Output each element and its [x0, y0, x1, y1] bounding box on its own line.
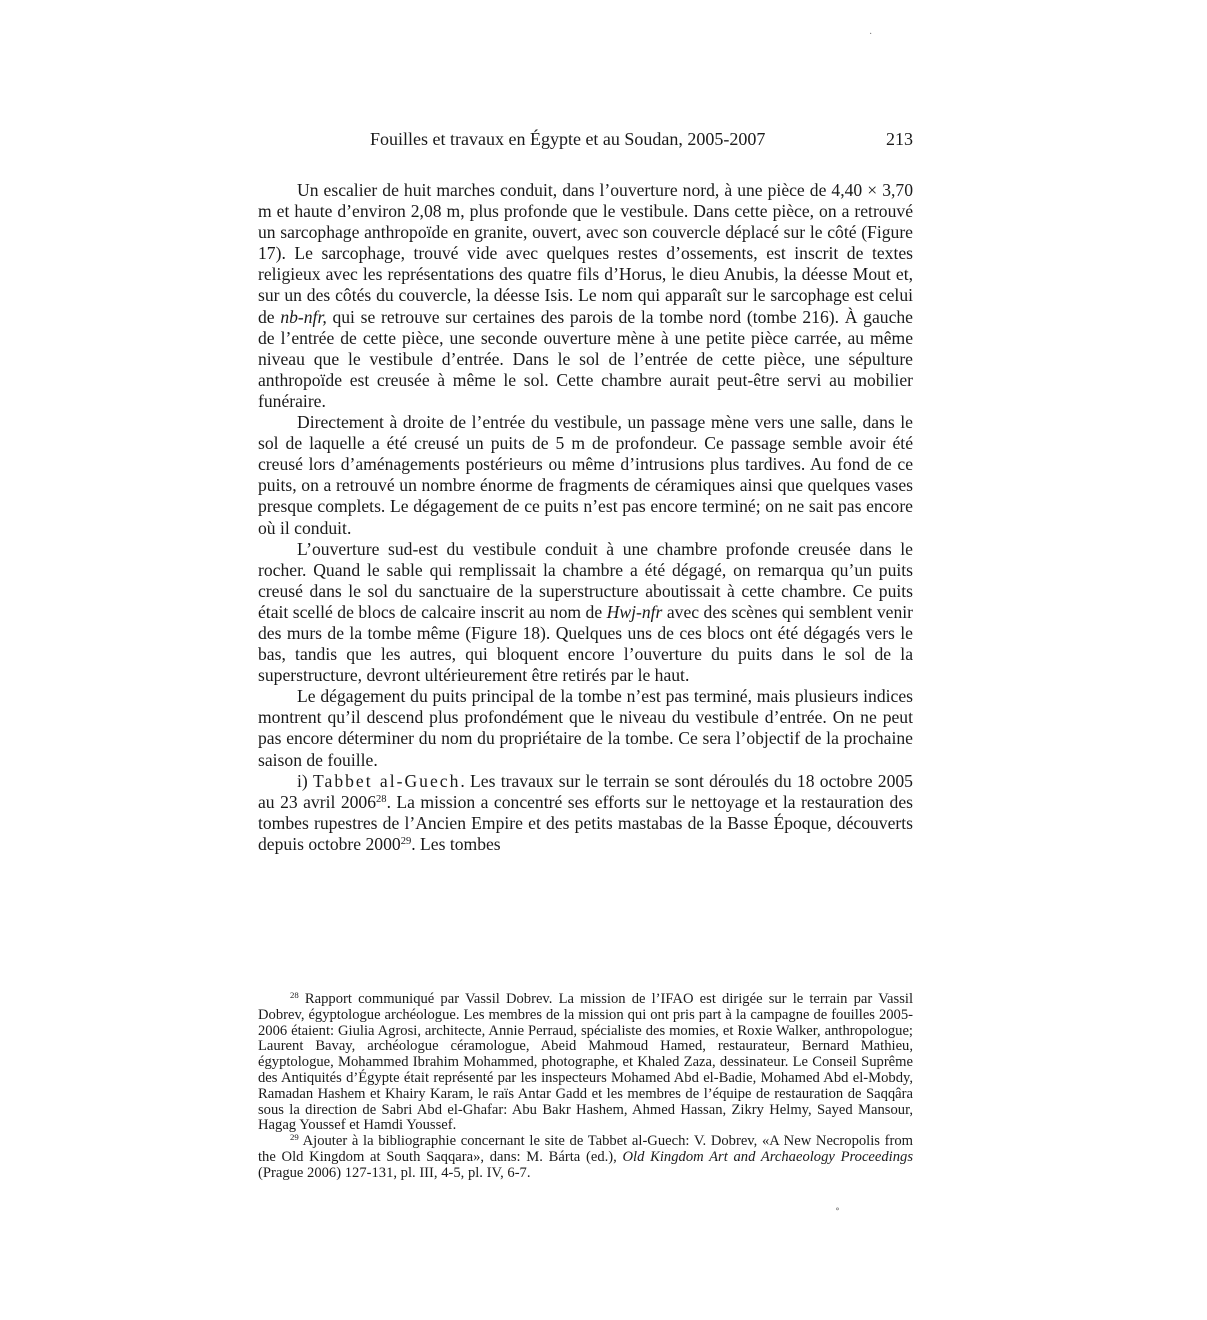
name-hwj-nfr: Hwj-nfr	[606, 601, 663, 622]
running-header	[258, 127, 913, 151]
footnote-29-number: 29	[290, 1132, 299, 1143]
paragraph-4: Le dégagement du puits principal de la tombe n’est pas terminé, mais plusieurs indices montrent qu’il descend plus profondément que le niveau du vestibule d’entrée. On ne peut pas encore déterminer du nom du propriétaire de la tombe. Ce sera l’objectif de la prochaine saison de fouille.	[258, 686, 913, 770]
name-nb-nfr: nb-nfr,	[280, 306, 327, 327]
footnotes	[258, 992, 913, 1182]
scan-speck-mark: ·	[869, 29, 873, 40]
paragraph-5-text-a: . Les travaux sur le terrain se sont déroulés du 18 octobre 2005 au 23 avril 2006	[258, 770, 913, 812]
footnote-ref-29: 29	[400, 836, 412, 848]
paragraph-5	[258, 771, 913, 855]
footnote-29-text-a: Ajouter à la bibliographie concernant le site de Tabbet al-Guech: V. Dobrev, «A New Necropolis from the Old Kingdom at South Saqqara», dans: M. Bárta (ed.),	[258, 1133, 913, 1165]
paragraph-3	[258, 539, 913, 687]
scan-speck-mark: ∘	[835, 1204, 840, 1215]
site-name: Tabbet al-Guech	[313, 770, 461, 791]
main-text	[258, 180, 913, 855]
paragraph-5-text-b: . La mission a concentré ses efforts sur le nettoyage et la restauration des tombes rupestres de l’Ancien Empire et des petits mastabas de la Basse Époque, découverts depuis octobre 2000	[258, 791, 913, 854]
page-number: 213	[886, 129, 913, 149]
paragraph-3-text-b: avec des scènes qui semblent venir des murs de la tombe même (Figure 18). Quelques uns de ces blocs ont été dégagés vers le bas, tandis que les autres, qui bloquent encore l’ouverture du puits dans le sol de la superstructure, devront ultérieurement être retirés par le haut.	[258, 601, 914, 686]
footnote-28-number: 28	[290, 990, 299, 1001]
footnote-28	[258, 992, 913, 1134]
paragraph-3-text-a: L’ouverture sud-est du vestibule conduit à une chambre profonde creusée dans le rocher. Quand le sable qui remplissait la chambre a été dégagé, on remarqua qu’un puits creusé dans le sol du sanctuaire de la superstructure aboutissait à cette chambre. Ce puits était scellé de blocs de calcaire inscrit au nom de	[258, 538, 913, 622]
footnote-28-text: Rapport communiqué par Vassil Dobrev. La mission de l’IFAO est dirigée sur le terrain par Vassil Dobrev, égyptologue archéologue. Les membres de la mission qui ont pris part à la campagne de fouilles 2005-2006 étaient: Giulia Agrosi, architecte, Annie Perraud, spécialiste des momies, et Roxie Walker, anthropologue; Laurent Bavay, archéologue céramologue, Abeid Mahmoud Hamed, restaurateur, Bernard Mathieu, égyptologue, Mohammed Ibrahim Mohammed, photographe, et Khaled Zaza, dessinateur. Le Conseil Suprême des Antiquités d’Égypte était représenté par les inspecteurs Mohamed Abd el-Badie, Mohamed Abd el-Mobdy, Ramadan Hashem et Khairy Karam, le raïs Antar Gadd et les membres de l’équipe de restauration de Saqqâra sous la direction de Sabri Abd el-Ghafar: Abu Bakr Hashem, Ahmed Hassan, Zikry Helmy, Sayed Mansour, Hagag Youssef et Hamdi Youssef.	[258, 991, 913, 1134]
paragraph-2: Directement à droite de l’entrée du vestibule, un passage mène vers une salle, dans le sol de laquelle a été creusé un puits de 5 m de profondeur. Ce passage semble avoir été creusé lors d’aménagements postérieurs ou même d’intrusions plus tardives. Au fond de ce puits, on a retrouvé un nombre énorme de fragments de céramiques ainsi que quelques vases presque complets. Le dégagement de ce puits n’est pas encore terminé; on ne sait pas encore où il conduit.	[258, 412, 913, 538]
paragraph-1-text-b: qui se retrouve sur certaines des parois de la tombe nord (tombe 216). À gauche de l’entrée de cette pièce, une seconde ouverture mène à une petite pièce carrée, au même niveau que le vestibule d’entrée. Dans le sol de l’entrée de cette pièce, une sépulture anthropoïde est creusée à même le sol. Cette chambre aurait peut-être servi au mobilier funéraire.	[258, 306, 913, 411]
footnote-29-text-b: (Prague 2006) 127-131, pl. III, 4-5, pl. IV, 6-7.	[258, 1164, 531, 1181]
section-label: i)	[297, 770, 314, 791]
paragraph-5-text-c: . Les tombes	[411, 833, 501, 854]
book-title: Old Kingdom Art and Archaeology Proceedings	[622, 1148, 914, 1165]
paragraph-1	[258, 180, 913, 412]
running-title: Fouilles et travaux en Égypte et au Soudan, 2005-2007	[370, 129, 766, 149]
paragraph-1-text-a: Un escalier de huit marches conduit, dans l’ouverture nord, à une pièce de 4,40 × 3,70 m et haute d’environ 2,08 m, plus profonde que le vestibule. Dans cette pièce, on a retrouvé un sarcophage anthropoïde en granite, ouvert, avec son couvercle déplacé sur le côté (Figure 17). Le sarcophage, trouvé vide avec quelques restes d’ossements, est inscrit de textes religieux avec les représentations des quatre fils d’Horus, le dieu Anubis, la déesse Mout et, sur un des côtés du couvercle, la déesse Isis. Le nom qui apparaît sur le sarcophage est celui de	[258, 180, 913, 327]
footnote-29	[258, 1134, 913, 1181]
footnote-ref-28: 28	[376, 793, 387, 805]
